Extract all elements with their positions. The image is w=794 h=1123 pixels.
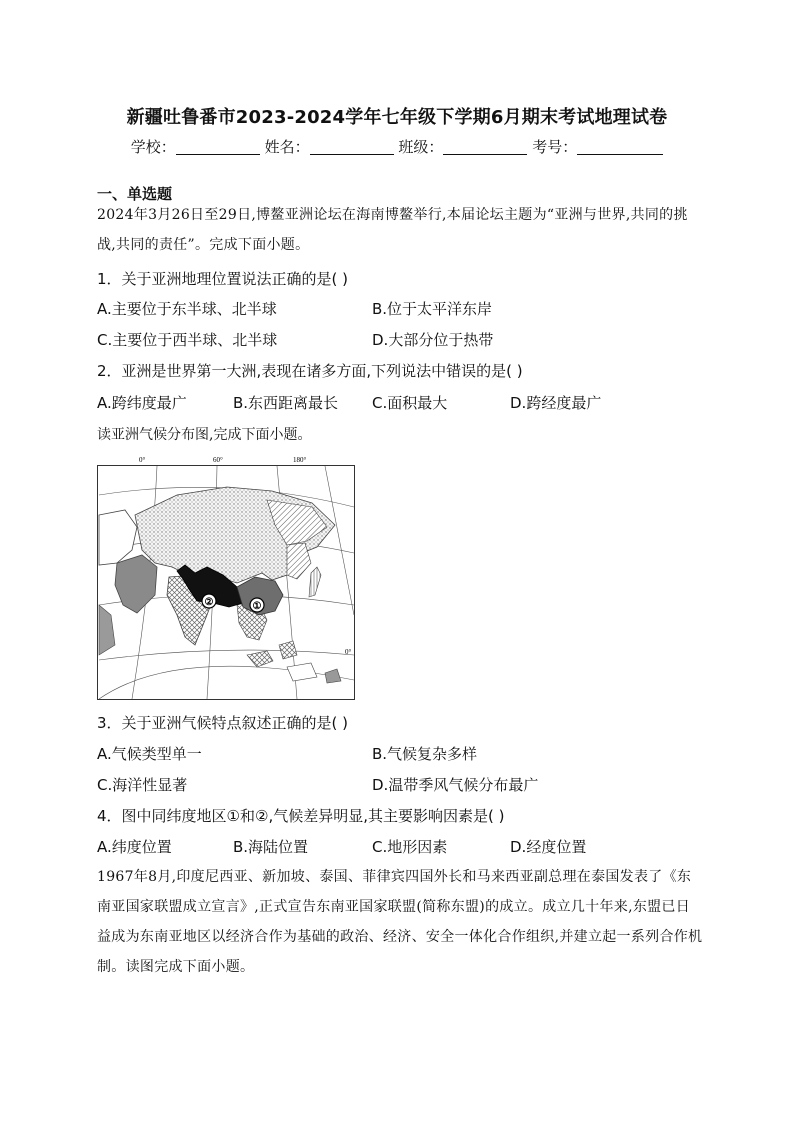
exam-number-label: 考号： [532,138,578,156]
passage-map-intro: 读亚洲气候分布图,完成下面小题。 [97,427,312,443]
q4-option-c[interactable]: C.地形因素 [372,838,448,856]
q1-option-b[interactable]: B.位于太平洋东岸 [372,300,493,318]
lon-label-60: 60° [213,456,223,464]
q3-option-c[interactable]: C.海洋性显著 [97,776,188,794]
lon-label-0: 0° [139,456,146,464]
section-heading: 一、单选题 [97,185,173,203]
name-label: 姓名： [264,138,310,156]
q3-option-d[interactable]: D.温带季风气候分布最广 [372,776,539,794]
school-label: 学校： [130,138,176,156]
marker-1: ① [252,601,262,612]
q2-option-b[interactable]: B.东西距离最长 [233,394,339,412]
q2-option-d[interactable]: D.跨经度最广 [510,394,602,412]
q1-option-d[interactable]: D.大部分位于热带 [372,331,494,349]
student-info-line [0,136,794,157]
q4-option-a[interactable]: A.纬度位置 [97,838,172,856]
lat-label-0: 0° [345,648,352,656]
school-blank[interactable] [176,140,260,155]
class-blank[interactable] [443,140,527,155]
q2-option-c[interactable]: C.面积最大 [372,394,448,412]
name-blank[interactable] [310,140,394,155]
exam-title: 新疆吐鲁番市2023-2024学年七年级下学期6月期末考试地理试卷 [126,107,668,128]
q4-option-d[interactable]: D.经度位置 [510,838,587,856]
passage-boao: 2024年3月26日至29日,博鳌亚洲论坛在海南博鳌举行,本届论坛主题为“亚洲与世界,共同的挑战,共同的责任”。完成下面小题。 [97,207,688,253]
exam-number-blank[interactable] [577,140,663,155]
passage-asean: 1967年8月,印度尼西亚、新加坡、泰国、菲律宾四国外长和马来西亚副总理在泰国发表了《东南亚国家联盟成立宣言》,正式宣告东南亚国家联盟(简称东盟)的成立。成立几十年来,东盟已日益成为东南亚地区以经济合作为基础的政治、经济、安全一体化合作组织,并建立起一系列合作机制。读图完成下面小题。 [97,869,703,975]
q3-option-a[interactable]: A.气候类型单一 [97,745,202,763]
asia-climate-map-svg [97,455,355,700]
q2-option-a[interactable]: A.跨纬度最广 [97,394,187,412]
lon-label-180: 180° [293,456,307,464]
question-4-stem: 4．图中同纬度地区①和②,气候差异明显,其主要影响因素是( ) [97,807,505,825]
q1-option-a[interactable]: A.主要位于东半球、北半球 [97,300,277,318]
asia-climate-map [97,455,355,700]
q1-option-c[interactable]: C.主要位于西半球、北半球 [97,331,278,349]
question-2-stem: 2．亚洲是世界第一大洲,表现在诸多方面,下列说法中错误的是( ) [97,362,523,380]
class-label: 班级： [398,138,444,156]
question-3-stem: 3．关于亚洲气候特点叙述正确的是( ) [97,714,349,732]
marker-2: ② [204,597,214,608]
q4-option-b[interactable]: B.海陆位置 [233,838,309,856]
question-1-stem: 1．关于亚洲地理位置说法正确的是( ) [97,270,349,288]
q3-option-b[interactable]: B.气候复杂多样 [372,745,478,763]
